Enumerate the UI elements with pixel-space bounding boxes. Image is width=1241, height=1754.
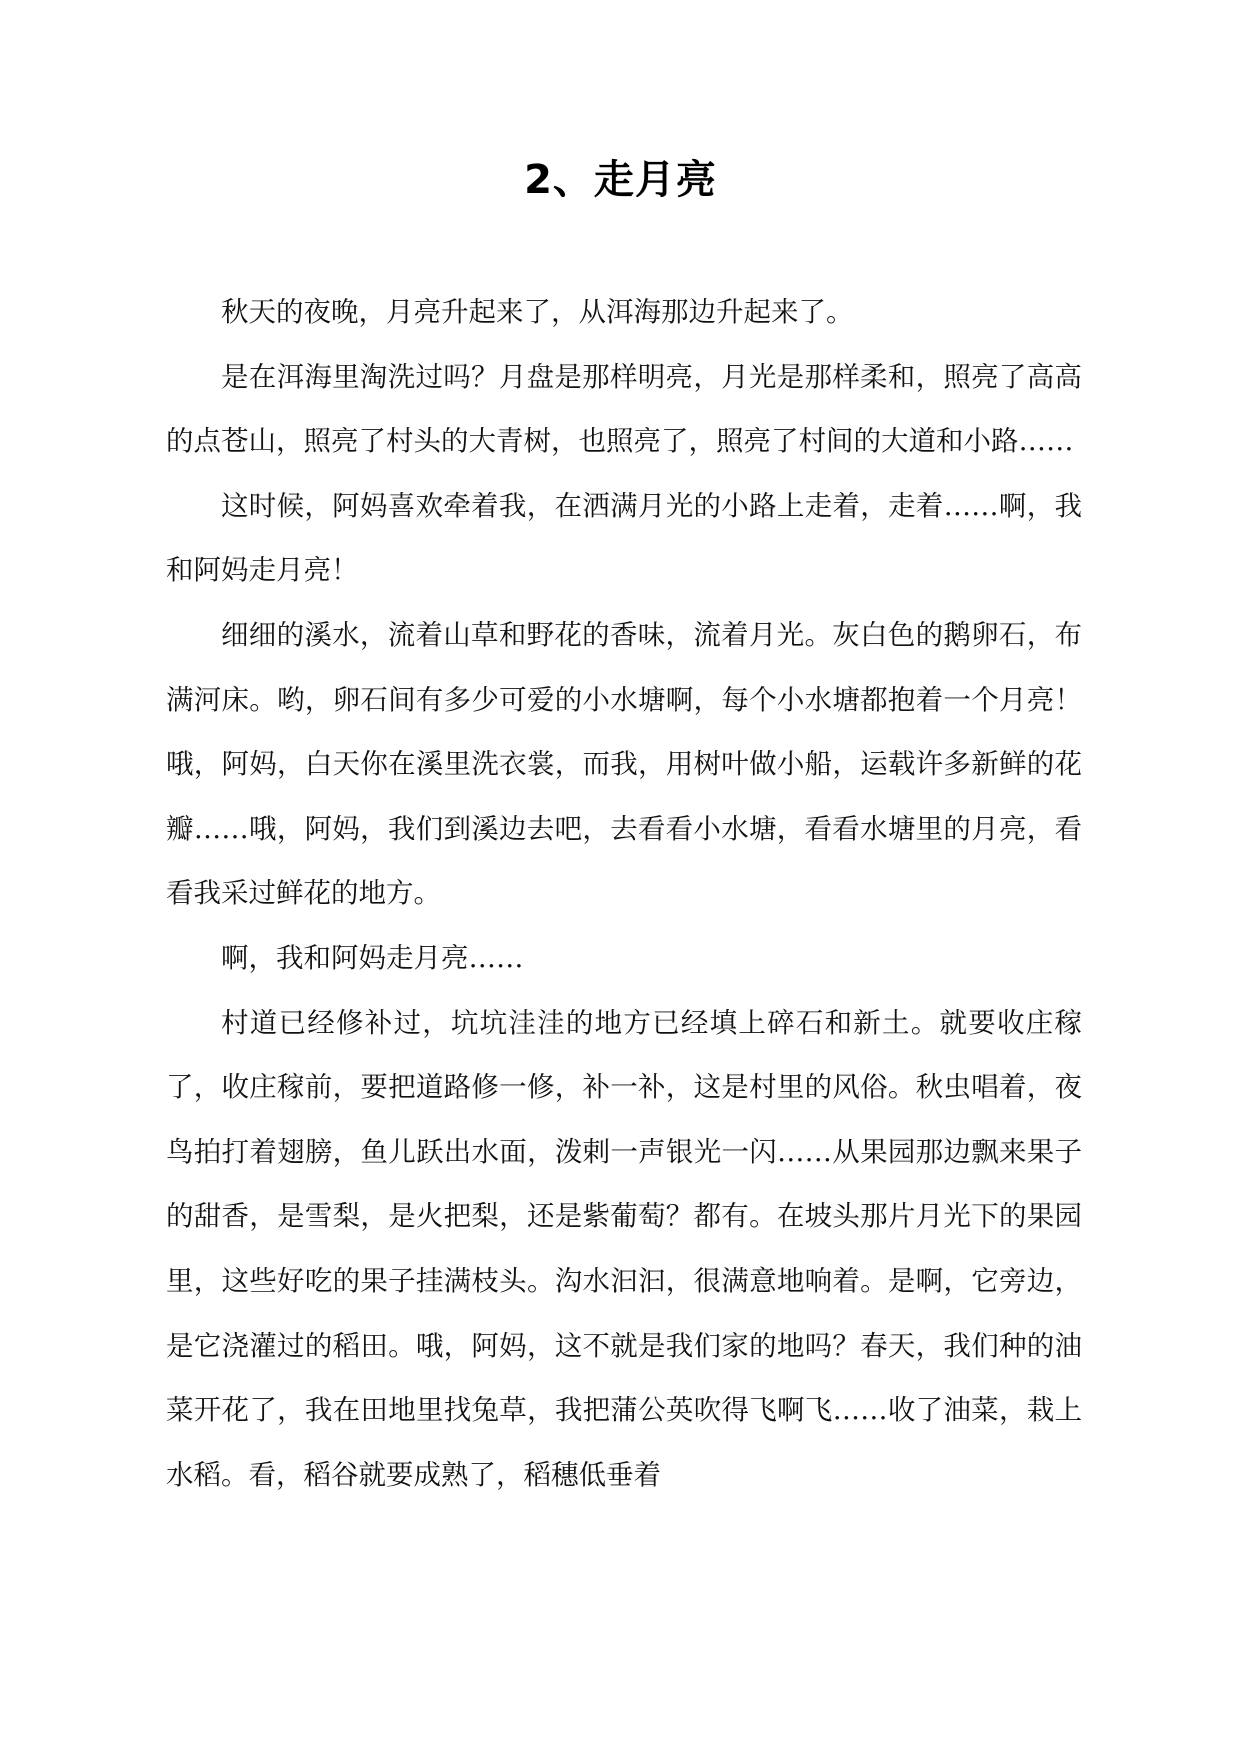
paragraph-4: 细细的溪水，流着山草和野花的香味，流着月光。灰白色的鹅卵石，布满河床。哟，卵石间有多少可爱的小水塘啊，每个小水塘都抱着一个月亮！哦，阿妈，白天你在溪里洗衣裳，而我，用树叶做小船，运载许多新鲜的花瓣……哦，阿妈，我们到溪边去吧，去看看小水塘，看看水塘里的月亮，看看我采过鲜花的地方。 bbox=[166, 618, 1082, 910]
paragraph-6: 村道已经修补过，坑坑洼洼的地方已经填上碎石和新土。就要收庄稼了，收庄稼前，要把道路修一修，补一补，这是村里的风俗。秋虫唱着，夜鸟拍打着翅膀，鱼儿跃出水面，泼剌一声银光一闪……从果园那边飘来果子的甜香，是雪梨，是火把梨，还是紫葡萄？都有。在坡头那片月光下的果园里，这些好吃的果子挂满枝头。沟水汩汩，很满意地响着。是啊，它旁边，是它浇灌过的稻田。哦，阿妈，这不就是我们家的地吗？春天，我们种的油菜开花了，我在田地里找兔草，我把蒲公英吹得飞啊飞……收了油菜，栽上水稻。看，稻谷就要成熟了，稻穗低垂着 bbox=[166, 1006, 1082, 1491]
paragraph-5: 啊，我和阿妈走月亮…… bbox=[221, 941, 524, 974]
paragraph-3: 这时候，阿妈喜欢牵着我，在洒满月光的小路上走着，走着……啊，我和阿妈走月亮！ bbox=[166, 489, 1082, 587]
page-title: 2、走月亮 bbox=[524, 157, 717, 203]
article-body bbox=[166, 280, 1082, 1507]
paragraph-1: 秋天的夜晚，月亮升起来了，从洱海那边升起来了。 bbox=[221, 296, 854, 328]
paragraph-2: 是在洱海里淘洗过吗？月盘是那样明亮，月光是那样柔和，照亮了高高的点苍山，照亮了村头的大青树，也照亮了，照亮了村间的大道和小路…… bbox=[166, 360, 1082, 458]
